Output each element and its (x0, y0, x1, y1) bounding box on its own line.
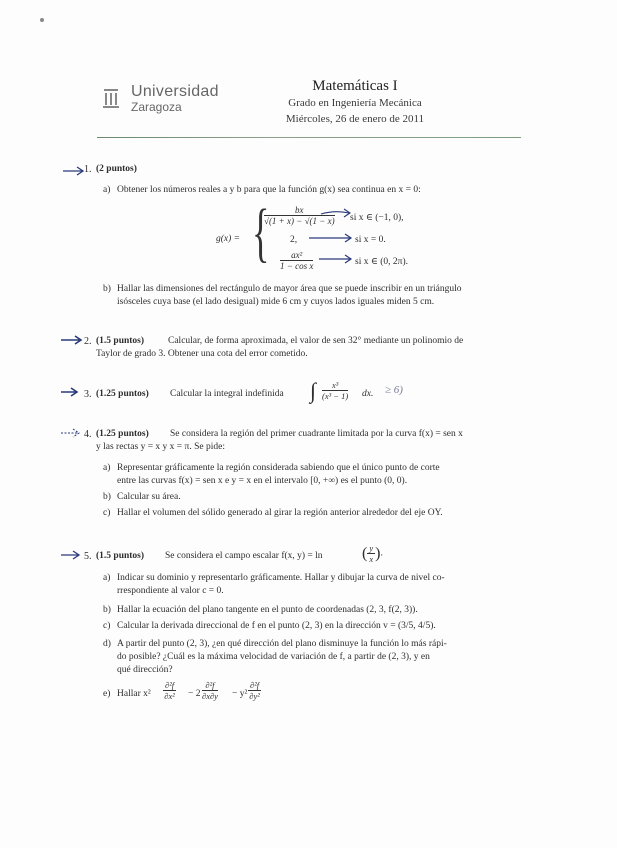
q5b-label: b) (103, 605, 111, 615)
speck (40, 18, 44, 22)
term3-numerator: ∂²f (250, 680, 260, 690)
q5d-text-line1: A partir del punto (2, 3), ¿en qué dirección del plano disminuye la función lo más rápi- (117, 639, 447, 649)
q4a-text-line2: entre las curvas f(x) = sen x e y = x en el intervalo [0, +∞) es el punto (0, 0). (117, 476, 408, 486)
q1a-text: Obtener los números reales a y b para que la función g(x) sea continua en x = 0: (117, 185, 421, 195)
q3-points: (1.25 puntos) (96, 389, 149, 399)
q4c-text: Hallar el volumen del sólido generado al girar la región anterior alrededor del eje OY. (117, 508, 443, 518)
q4-points: (1.25 puntos) (96, 429, 149, 439)
q3-text: Calcular la integral indefinida (170, 389, 284, 399)
q4-number: 4. (84, 429, 92, 440)
handwritten-arrow-icon (60, 335, 84, 345)
logo-line-1: Universidad (131, 83, 219, 100)
q1-points: (2 puntos) (96, 164, 137, 174)
q5d-text-line3: qué dirección? (117, 665, 173, 675)
handwritten-arrow-icon (60, 550, 82, 560)
exam-header (250, 78, 460, 125)
integrand-numerator: x³ (322, 380, 348, 391)
case-2-condition: si x = 0. (355, 235, 386, 245)
case-2-value: 2, (290, 235, 298, 245)
q5e-text: Hallar x² (117, 689, 151, 699)
q5e-label: e) (103, 689, 111, 699)
q5e-term1 (163, 680, 176, 701)
q4c-label: c) (103, 508, 111, 518)
handwritten-arrow-icon (62, 166, 86, 176)
handwritten-arrow-icon (308, 233, 354, 243)
q1b-text-line1: Hallar las dimensiones del rectángulo de mayor área que se puede inscribir en un triángulo (117, 284, 462, 294)
q1b-label: b) (103, 284, 111, 294)
q3-integrand (322, 380, 348, 401)
ln-denominator: x (369, 554, 374, 564)
term1-numerator: ∂²f (165, 680, 175, 690)
q5d-text-line2: do posible? ¿Cuál es la máxima velocidad de variación de f, a partir de (2, 3), y en (117, 652, 430, 662)
university-logo (103, 84, 228, 116)
case-1-numerator: bx (264, 205, 335, 216)
university-crest-icon (103, 87, 119, 109)
q5a-text-line1: Indicar su dominio y representarlo gráficamente. Hallar y dibujar la curva de nivel co- (117, 573, 445, 583)
q3-dx: dx. (362, 389, 374, 399)
q5e-mid2: − y² (232, 689, 248, 699)
case-1-denominator: √(1 + x) − √(1 − x) (264, 216, 335, 226)
q4-text-line1: Se considera la región del primer cuadrante limitada por la curva f(x) = sen x (170, 429, 463, 439)
handwritten-note: ≥ 6) (385, 384, 403, 396)
q2-text-line2: Taylor de grado 3. Obtener una cota del error cometido. (96, 349, 308, 359)
handwritten-arrow-icon (60, 387, 80, 397)
q4-text-line2: y las rectas y = x y x = π. Se pide: (96, 442, 225, 452)
q1b-text-line2: isósceles cuya base (el lado desigual) mide 6 cm y cuyos lados iguales miden 5 cm. (117, 297, 435, 307)
q2-points: (1.5 puntos) (96, 336, 145, 346)
q1a-label: a) (103, 185, 111, 195)
q2-number: 2. (84, 336, 92, 347)
exam-subtitle: Grado en Ingeniería Mecánica (288, 97, 422, 109)
handwritten-arrow-icon (320, 208, 352, 218)
case-3 (280, 250, 313, 271)
q4b-text: Calcular su área. (117, 492, 181, 502)
q4a-label: a) (103, 463, 111, 473)
q2-text-line1: Calcular, de forma aproximada, el valor de sen 32° mediante un polinomio de (168, 336, 464, 346)
term3-denominator: ∂y² (249, 691, 260, 701)
q5d-label: d) (103, 639, 111, 649)
q5e-term3 (248, 680, 261, 701)
handwritten-arrow-icon (60, 428, 82, 438)
header-divider (97, 137, 521, 138)
case-1-condition: si x ∈ (−1, 0), (350, 213, 404, 223)
q5-number: 5. (84, 551, 92, 562)
q4a-text-line1: Representar gráficamente la región considerada sabiendo que el único punto de corte (117, 463, 440, 473)
q5a-label: a) (103, 573, 111, 583)
exam-date: Miércoles, 26 de enero de 2011 (285, 113, 425, 125)
piecewise-brace: { (252, 196, 270, 269)
ln-numerator: y (369, 543, 374, 553)
term1-denominator: ∂x² (164, 691, 175, 701)
q5e-term2 (202, 680, 218, 701)
q5b-text: Hallar la ecuación del plano tangente en el punto de coordenadas (2, 3, f(2, 3)). (117, 605, 418, 615)
q3-number: 3. (84, 389, 92, 400)
q5c-text: Calcular la derivada direccional de f en el punto (2, 3) en la dirección v = (3/5, 4/5). (117, 621, 436, 631)
q5e-mid: − 2 (188, 689, 201, 699)
q5a-text-line2: rrespondiente al valor c = 0. (117, 586, 224, 596)
case-3-numerator: ax² (280, 250, 313, 261)
g-function-lhs: g(x) = (216, 234, 241, 244)
integrand-denominator: (x³ − 1) (322, 391, 349, 401)
integral-sign: ∫ (310, 378, 317, 403)
q5c-label: c) (103, 621, 111, 631)
q5-points: (1.5 puntos) (96, 551, 145, 561)
logo-line-2: Zaragoza (131, 100, 182, 114)
exam-title: Matemáticas I (312, 78, 398, 94)
handwritten-arrow-icon (318, 254, 354, 264)
case-3-denominator: 1 − cos x (280, 261, 314, 271)
q4b-label: b) (103, 492, 111, 502)
term2-numerator: ∂²f (202, 680, 218, 691)
term2-denominator: ∂x∂y (202, 691, 218, 701)
case-3-condition: si x ∈ (0, 2π). (355, 257, 408, 267)
q5-text: Se considera el campo escalar f(x, y) = ln (165, 551, 323, 561)
q1-number: 1. (84, 164, 92, 175)
q5-ln-argument: ( $\frac{y}{x}$ ). (362, 543, 383, 564)
